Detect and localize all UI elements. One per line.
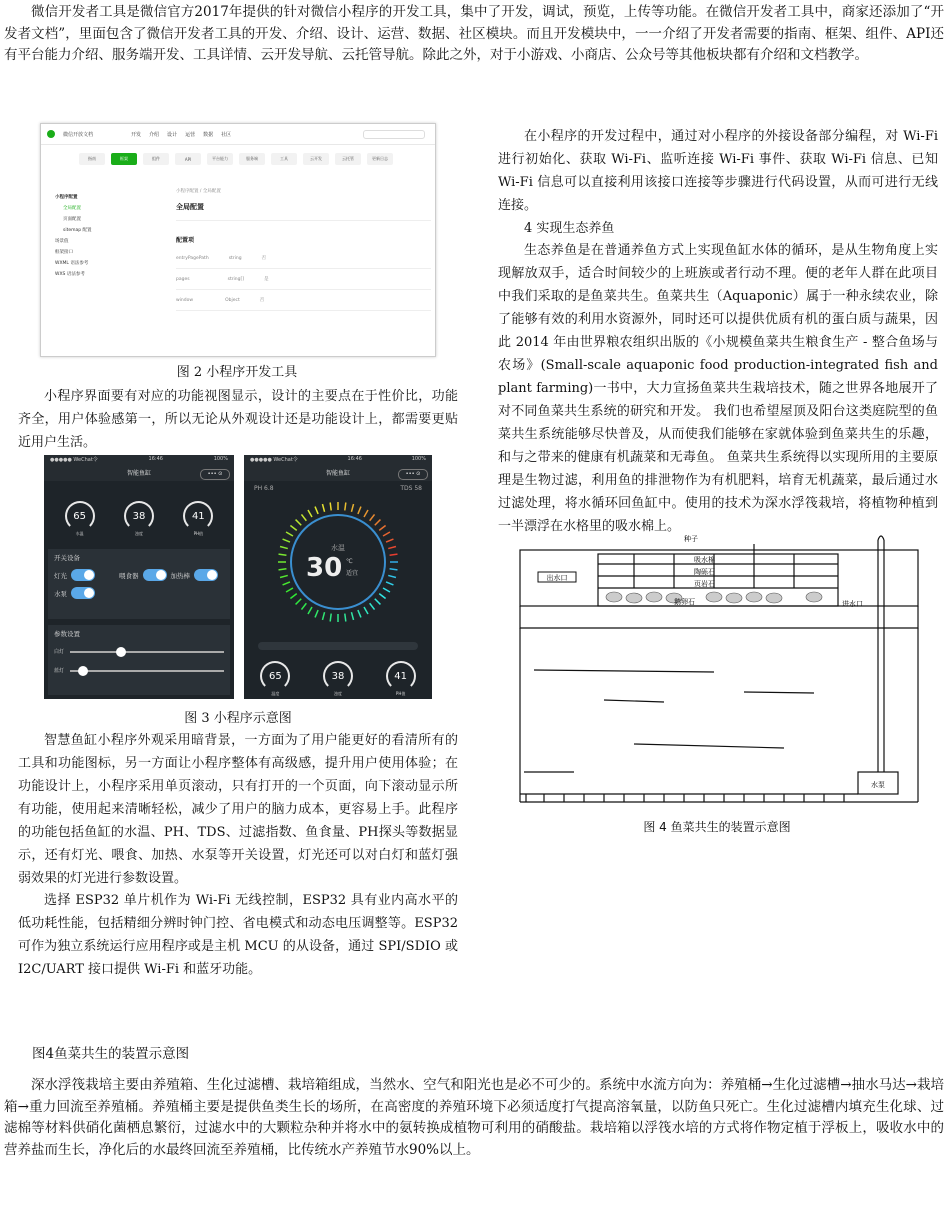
fig2-tab: 工具 — [271, 153, 297, 165]
inlet-label: 进水口 — [842, 600, 863, 608]
fig2-tab: 云托管 — [335, 153, 361, 165]
phone-screenshot-2 — [244, 455, 432, 699]
phone1-status-bar — [44, 455, 234, 467]
temp-unit: ℃ — [346, 558, 353, 565]
fig2-nav-item: 数据 — [203, 131, 214, 138]
fig2-tab: API — [175, 153, 201, 165]
phone1-status-time: 16:46 — [148, 456, 163, 462]
seed-label: 种子 — [684, 535, 698, 543]
dial-tick — [283, 582, 290, 585]
capsule-menu-icon: ••• ⊙ — [398, 469, 428, 480]
fig2-side-item: WXML 语法参考 — [55, 261, 89, 266]
fig2-side-item: 框架接口 — [55, 250, 73, 255]
dial-tick — [308, 510, 312, 517]
fig4-aquaponic-diagram — [514, 532, 920, 812]
dial-tick — [301, 603, 306, 609]
gauge-label: PH值 — [395, 691, 406, 696]
gauge-ring: 65 — [65, 501, 95, 531]
param-label: 蓝灯 — [54, 668, 65, 674]
gravel-label: 鹅卵石 — [674, 598, 695, 606]
dial-tick — [286, 532, 293, 536]
tds-readout: TDS 58 — [400, 485, 422, 492]
fig2-side-item: WXS 语法参考 — [55, 272, 85, 277]
intro-paragraph: 微信开发者工具是微信官方2017年提供的针对微信小程序的开发工具，集中了开发，调试，预览，上传等功能。在微信开发者工具中，商家还添加了“开发者文档”，里面包含了微信开发者工具的开发、介绍、设计、运营、数据、社区模块。而且开发模块中，一一介绍了开发者需要的指南、框架、组件、API还有平台能力介绍、服务端开发、工具详情、云开发导航、云托管导航。除此之外，对于小游戏、小商店、公众号等其他板块都有介绍和文档教学。 — [4, 4, 944, 63]
fig2-side-item: 小程序配置 — [55, 195, 78, 200]
fig2-main — [176, 188, 431, 311]
phone1-rings — [44, 481, 234, 543]
gauge-ring: 38 — [124, 501, 154, 531]
heater-toggle[interactable] — [194, 569, 218, 581]
temp-sub: 适宜 — [346, 570, 359, 577]
fig2-tab: 组件 — [143, 153, 169, 165]
fig2-nav-item: 介绍 — [149, 131, 160, 138]
left-paragraph-3: 选择 ESP32 单片机作为 Wi-Fi 无线控制，ESP32 具有业内高水平的低功耗性能，包括精细分辨时钟门控、省电模式和动态电压调整等。ESP32 可作为独立系统运行应用程序或是主机 MCU 的从设备，通过 SPI/SDIO 或 I2C/UART 接口提供 Wi-Fi 和蓝牙功能。 — [18, 893, 458, 977]
dial-tick — [296, 520, 302, 526]
dial-tick — [370, 603, 375, 609]
fig3-caption: 图 3 小程序示意图 — [184, 711, 292, 726]
switch-label: 灯光 — [54, 571, 67, 580]
cotton-label: 吸水棉 — [694, 556, 715, 564]
phone-screenshot-1 — [44, 455, 234, 699]
dial-tick — [280, 575, 288, 577]
phone2-status-bar — [244, 455, 432, 467]
fig2-table-row: pages string[] 是 — [176, 269, 431, 290]
bottom-caption: 图4鱼菜共生的装置示意图 — [32, 1046, 190, 1062]
phone2-info-bar — [258, 642, 418, 650]
fig2-subheading: 配置项 — [176, 237, 195, 244]
fig4-caption: 图 4 鱼菜共生的装置示意图 — [643, 820, 791, 834]
gauge-label: PH值 — [193, 531, 204, 536]
phone2-status-time: 16:46 — [347, 456, 362, 462]
phone1-status-carrier: ●●●●● WeChat令 — [50, 457, 98, 463]
dial-tick — [375, 599, 381, 605]
feeder-toggle[interactable] — [143, 569, 167, 581]
dial-tick — [308, 607, 312, 614]
fig2-tab-active: 框架 — [111, 153, 137, 165]
dial-tick — [290, 594, 296, 599]
dial-tick — [315, 507, 318, 514]
dial-tick — [379, 594, 385, 599]
blue-light-slider[interactable] — [70, 670, 224, 672]
fig2-tab: 云开发 — [303, 153, 329, 165]
right-paragraph-2: 生态养鱼是在普通养鱼方式上实现鱼缸水体的循环，是从生物角度上实现解放双手，适合时间较少的上班族或者行动不理。便的老年人群在此项目中我们采取的是鱼菜共生。鱼菜共生（Aquaponic）属于一种永续农业，除了能够有效的利用水资源外，同时还可以提供优质有机的蛋白质与蔬果，因此 2014 年由世界粮农组织出版的《小规模鱼菜共生粮食生产 - 整合鱼场与农场》(Small-scale aquaponic food production-integrated fish and plant farming)一书中，大力宣扬鱼菜共生栽培技术，随之世界各地展开了对不同鱼菜共生系统的研究和开发。 我们也希望屋顶及阳台这类庭院型的鱼菜共生系统能够尽快普及，从而使我们能够在家就体验到鱼菜共生的乐趣，和与之带来的健康有机蔬菜和无毒鱼。 鱼菜共生系统得以实现所用的主要原理是生物过滤，利用鱼的排泄物作为有机肥料，培育无机蔬菜，最后通过水过滤处理，将水循环回鱼缸中。使用的技术为深水浮筏栽培，将植物种植到一半漂浮在水格里的吸水棉上。 — [498, 243, 938, 534]
dial-tick — [383, 532, 390, 536]
shale-label: 页岩石 — [694, 580, 715, 588]
phone1-param-section-title: 参数设置 — [54, 630, 80, 638]
fig2-side-item: 场景值 — [55, 239, 69, 244]
fig2-nav-item: 运营 — [185, 131, 196, 138]
switch-label: 加热棒 — [170, 571, 190, 580]
fig2-nav-title: 微信开放文档 — [63, 131, 94, 138]
left-paragraph-1: 小程序界面要有对应的功能视图显示，设计的主要点在于性价比，功能齐全，用户体验感第一，所以无论从外观设计还是功能设计上，都需要更贴近用户生活。 — [18, 389, 458, 450]
fig2-nav — [41, 124, 435, 145]
bottom-paragraph: 深水浮筏栽培主要由养殖箱、生化过滤槽、栽培箱组成，当然水、空气和阳光也是必不可少的。系统中水流方向为：养殖桶→生化过滤槽→抽水马达→栽培箱→重力回流至养殖桶。养殖桶主要是提供鱼类生长的场所，在高密度的养殖环境下必须适度打气提高溶氧量，以防鱼只死亡。生化过滤槽内填充生化球、过滤棉等材料供硝化菌栖息繁衍，过滤水中的大颗粒杂种并将水中的氨转换成植物可利用的硝酸盐。栽培箱以浮筏水培的方式将作物定植于浮板上，吸收水中的营养盐而生长，净化后的水最终回流至养殖桶，比传统水产养殖节水90%以上。 — [4, 1077, 944, 1158]
outlet-label: 出水口 — [546, 574, 568, 582]
left-paragraph-2: 智慧鱼缸小程序外观采用暗背景，一方面为了用户能更好的看清所有的工具和功能图标，另一方面让小程序整体有高级感，提升用户使用体验；在功能设计上，小程序采用单页滚动，只有打开的一个页面，向下滚动显示所有功能，使用起来清晰轻松，减少了用户的脑力成本，更容易上手。此程序的功能包括鱼缸的水温、PH、TDS、过滤指数、鱼食量、PH探头等数据显示，还有灯光、喂食、加热、水泵等开关设置，灯光还可以对白灯和蓝灯强弱效果的灯光进行参数设置。 — [18, 733, 458, 886]
fig2-side-item: sitemap 配置 — [63, 228, 92, 233]
fig2-caption: 图 2 小程序开发工具 — [176, 365, 298, 380]
dial-tick — [286, 588, 293, 592]
dial-tick — [364, 607, 368, 614]
fig2-tab: 服务端 — [239, 153, 265, 165]
fig2-devtool-screenshot — [40, 123, 436, 357]
param-label: 白灯 — [54, 649, 65, 655]
dial-tick — [279, 554, 287, 555]
pump-label: 水泵 — [871, 781, 885, 789]
dial-tick — [279, 569, 287, 570]
dial-tick — [322, 612, 324, 620]
dial-tick — [386, 539, 393, 542]
light-toggle[interactable] — [71, 569, 95, 581]
fig2-nav-item: 社区 — [221, 131, 232, 138]
dial-tick — [351, 612, 353, 620]
dial-tick — [296, 599, 302, 605]
switch-label: 水泵 — [54, 589, 67, 598]
fig2-tabs — [41, 145, 435, 165]
dial-tick — [358, 507, 361, 514]
phone1-title-bar — [44, 467, 234, 481]
dial-tick — [283, 539, 290, 542]
fig2-row-name: window — [176, 297, 194, 303]
gauge-label: 水温 — [75, 531, 84, 536]
switch-label: 喂食器 — [119, 571, 139, 580]
fig2-search-box — [363, 130, 425, 139]
white-light-slider[interactable] — [70, 651, 224, 653]
pump-toggle[interactable] — [71, 587, 95, 599]
dial-tick — [390, 569, 398, 570]
phone2-status-carrier: ●●●●● WeChat令 — [250, 457, 298, 463]
fig2-side-item-active: 全局配置 — [63, 206, 81, 211]
dial-tick — [330, 614, 331, 622]
dial-tick — [301, 514, 306, 520]
dial-tick — [330, 503, 331, 511]
gauge-ring: 41 — [386, 661, 416, 691]
dial-tick — [386, 582, 393, 585]
fig2-row-name: pages — [176, 276, 190, 282]
dial-tick — [390, 554, 398, 555]
dial-tick — [351, 504, 353, 512]
dial-tick — [370, 514, 375, 520]
fig2-table-row: window Object 否 — [176, 290, 431, 311]
dial-tick — [345, 503, 346, 511]
gauge-label: 浊度 — [134, 531, 143, 536]
phone2-title-bar — [244, 467, 432, 481]
phone2-rings — [244, 661, 432, 697]
ph-readout: PH 6.8 — [254, 485, 274, 492]
fig2-breadcrumb: 小程序配置 / 全局配置 — [176, 189, 221, 194]
fig2-side-item: 页面配置 — [63, 217, 81, 222]
phone1-title: 智能鱼缸 — [126, 470, 151, 477]
fig2-nav-item: 设计 — [167, 131, 178, 138]
dial-tick — [375, 520, 381, 526]
fig2-tab: 更新日志 — [367, 153, 393, 165]
right-paragraph-1: 在小程序的开发过程中，通过对小程序的外接设备部分编程，对 Wi-Fi 进行初始化、获取 Wi-Fi、监听连接 Wi-Fi 事件、获取 Wi-Fi 信息、已知 Wi-Fi 信息可以直接利用该接口连接等步骤进行代码设置，从而可进行无线连接。 — [498, 129, 938, 213]
dial-tick — [383, 588, 390, 592]
fig2-heading: 全局配置 — [176, 203, 204, 211]
phone1-switch-panel — [48, 549, 230, 619]
gauge-ring: 38 — [323, 661, 353, 691]
fig2-tab: 平台能力 — [207, 153, 233, 165]
temp-label: 水温 — [331, 544, 345, 552]
ceramsite-label: 陶砾石 — [694, 568, 715, 576]
fig2-tab: 指南 — [79, 153, 105, 165]
wechat-logo-icon — [47, 130, 55, 138]
phone1-switch-section-title: 开关设备 — [54, 554, 80, 562]
dial-tick — [364, 510, 368, 517]
capsule-menu-icon: ••• ⊙ — [200, 469, 230, 480]
dial-tick — [345, 614, 346, 622]
phone1-param-panel — [48, 625, 230, 695]
phone2-title: 智能鱼缸 — [325, 470, 350, 477]
gauge-label: 温度 — [271, 691, 280, 696]
dial-tick — [379, 525, 385, 530]
dial-tick — [358, 610, 361, 617]
phone2-status-battery: 100% — [411, 456, 426, 462]
gauge-ring: 65 — [260, 661, 290, 691]
dial-tick — [290, 525, 296, 530]
gauge-label: 浊度 — [333, 691, 342, 696]
temp-value: 30 — [306, 553, 343, 583]
fig2-row-name: entryPagePath — [176, 255, 209, 261]
gauge-ring: 41 — [183, 501, 213, 531]
phone1-status-battery: 100% — [213, 456, 228, 462]
dial-tick — [322, 504, 324, 512]
dial-tick — [315, 610, 318, 617]
fig2-sidebar — [55, 192, 145, 280]
fig2-nav-item: 开发 — [131, 131, 142, 138]
fig2-table-row: entryPagePath string 否 — [176, 248, 431, 269]
section-heading: 4 实现生态养鱼 — [524, 221, 615, 236]
dial-tick — [388, 575, 396, 577]
